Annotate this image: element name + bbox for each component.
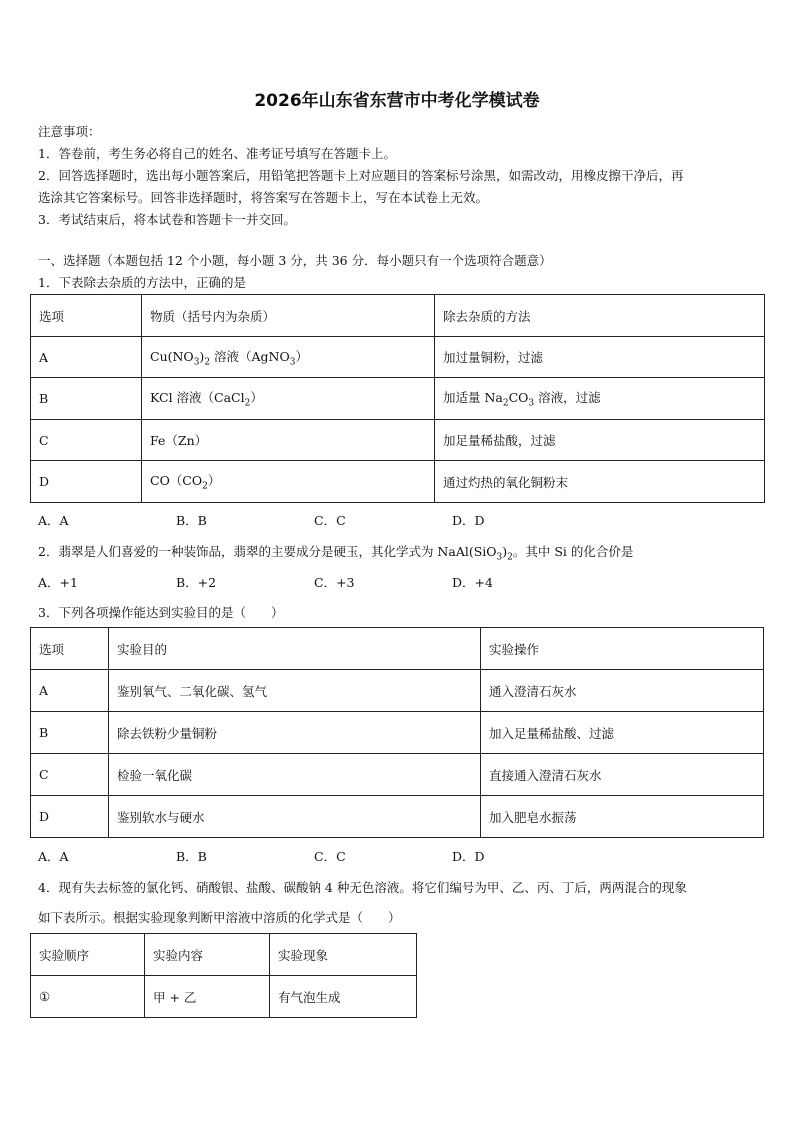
q2-options xyxy=(38,573,590,591)
q4-stem-line2: 如下表所示。根据实验现象判断甲溶液中溶质的化学式是（ ） xyxy=(38,910,401,925)
option-c: C．C xyxy=(314,849,346,864)
table-row xyxy=(31,670,764,712)
option-cell: C xyxy=(31,754,109,796)
table-header-cell: 选项 xyxy=(31,628,109,670)
option-a: A．A xyxy=(38,849,69,864)
operation-cell: 通入澄清石灰水 xyxy=(481,670,764,712)
q1-table xyxy=(30,294,765,503)
phenomenon-cell: 有气泡生成 xyxy=(270,976,417,1018)
operation-cell: 加入足量稀盐酸、过滤 xyxy=(481,712,764,754)
q3-table xyxy=(30,627,764,838)
option-b: B．B xyxy=(176,849,207,864)
option-cell: D xyxy=(31,796,109,838)
table-row xyxy=(31,378,765,420)
q1-options xyxy=(38,511,590,529)
option-c: C．C xyxy=(314,513,346,528)
table-row xyxy=(31,796,764,838)
table-header-row xyxy=(31,934,417,976)
method-cell: 加适量 $Na_2CO_3$ 溶液，过滤 xyxy=(435,378,765,420)
q3-options xyxy=(38,847,590,865)
table-header-cell: 实验顺序 xyxy=(31,934,145,976)
table-header-cell: 选项 xyxy=(31,295,142,337)
q2-stem: 2．翡翠是人们喜爱的一种装饰品，翡翠的主要成分是硬玉，其化学式为 $NaAl(SiO_3)_2$。其中 Si 的化合价是 xyxy=(38,544,634,563)
table-row xyxy=(31,420,765,461)
option-cell: B xyxy=(31,378,142,420)
table-header-cell: 实验操作 xyxy=(481,628,764,670)
method-cell: 通过灼热的氧化铜粉末 xyxy=(435,461,765,503)
method-cell: 加过量铜粉，过滤 xyxy=(435,337,765,378)
page-title: 2026年山东省东营市中考化学模试卷 xyxy=(254,91,540,111)
method-cell: 加足量稀盐酸，过滤 xyxy=(435,420,765,461)
option-a: A．+1 xyxy=(38,575,78,590)
section-heading: 一、选择题（本题包括 12 个小题，每小题 3 分，共 36 分．每小题只有一个选项符合题意） xyxy=(38,253,552,268)
table-row xyxy=(31,976,417,1018)
option-d: D．+4 xyxy=(452,575,493,590)
option-d: D．D xyxy=(452,849,485,864)
q3-stem: 3．下列各项操作能达到实验目的是（ ） xyxy=(38,605,284,620)
operation-cell: 直接通入澄清石灰水 xyxy=(481,754,764,796)
substance-cell: $CO(CO_2)$ xyxy=(142,461,435,503)
option-d: D．D xyxy=(452,513,485,528)
option-b: B．B xyxy=(176,513,207,528)
q1-stem: 1．下表除去杂质的方法中，正确的是 xyxy=(38,275,246,290)
option-a: A．A xyxy=(38,513,69,528)
option-cell: C xyxy=(31,420,142,461)
option-b: B．+2 xyxy=(176,575,217,590)
table-header-cell: 实验内容 xyxy=(145,934,270,976)
operation-cell: 加入肥皂水振荡 xyxy=(481,796,764,838)
table-header-row xyxy=(31,295,765,337)
table-row xyxy=(31,337,765,378)
notice-item-1: 1．答卷前，考生务必将自己的姓名、准考证号填写在答题卡上。 xyxy=(38,146,396,161)
purpose-cell: 检验一氧化碳 xyxy=(109,754,481,796)
table-row xyxy=(31,461,765,503)
table-row xyxy=(31,754,764,796)
order-cell: ① xyxy=(31,976,145,1018)
purpose-cell: 鉴别软水与硬水 xyxy=(109,796,481,838)
q4-table xyxy=(30,933,417,1018)
table-header-cell: 实验目的 xyxy=(109,628,481,670)
substance-cell: KCl 溶液（CaCl$_2$） xyxy=(142,378,435,420)
option-c: C．+3 xyxy=(314,575,355,590)
option-cell: B xyxy=(31,712,109,754)
table-header-cell: 物质（括号内为杂质） xyxy=(142,295,435,337)
table-row xyxy=(31,712,764,754)
substance-cell: $Cu(NO_3)_2$ 溶液（AgNO$_3$） xyxy=(142,337,435,378)
notice-item-2: 2．回答选择题时，选出每小题答案后，用铅笔把答题卡上对应题目的答案标号涂黑，如需改动，用橡皮擦干净后，再 xyxy=(38,168,684,183)
substance-cell: Fe（Zn） xyxy=(142,420,435,461)
purpose-cell: 除去铁粉少量铜粉 xyxy=(109,712,481,754)
table-header-row xyxy=(31,628,764,670)
table-header-cell: 除去杂质的方法 xyxy=(435,295,765,337)
q4-stem-line1: 4．现有失去标签的氯化钙、硝酸银、盐酸、碳酸钠 4 种无色溶液。将它们编号为甲、乙、丙、丁后，两两混合的现象 xyxy=(38,880,687,895)
notice-item-3: 3．考试结束后，将本试卷和答题卡一并交回。 xyxy=(38,212,296,227)
option-cell: A xyxy=(31,670,109,712)
notice-item-2-cont: 选涂其它答案标号。回答非选择题时，将答案写在答题卡上，写在本试卷上无效。 xyxy=(38,190,489,205)
option-cell: A xyxy=(31,337,142,378)
purpose-cell: 鉴别氧气、二氧化碳、氢气 xyxy=(109,670,481,712)
table-header-cell: 实验现象 xyxy=(270,934,417,976)
content-cell: 甲 + 乙 xyxy=(145,976,270,1018)
option-cell: D xyxy=(31,461,142,503)
notice-heading: 注意事项： xyxy=(38,124,101,139)
